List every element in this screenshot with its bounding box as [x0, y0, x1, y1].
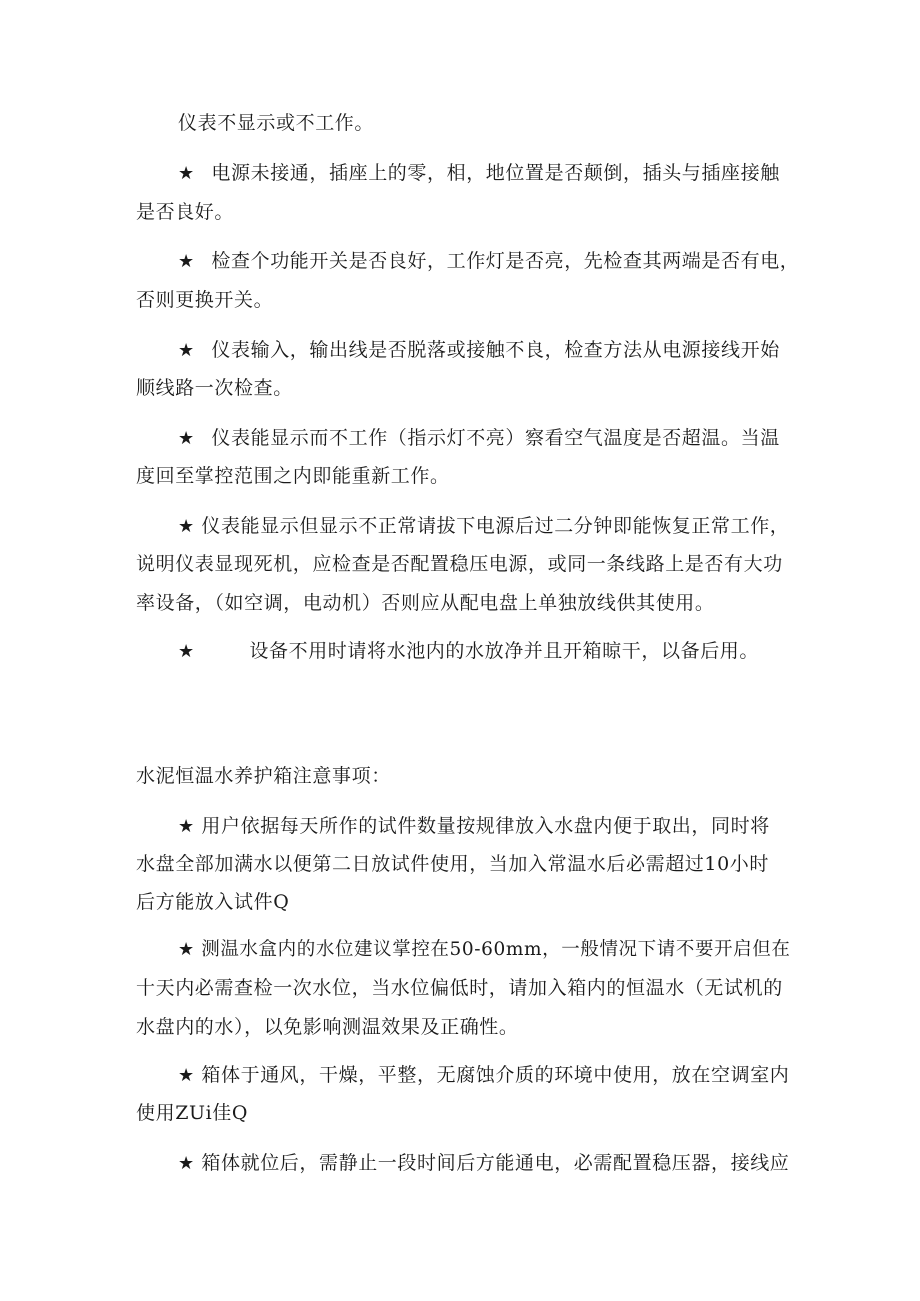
star-icon: ★	[178, 1065, 195, 1086]
paragraph-line: 率设备，（如空调，电动机）否则应从配电盘上单独放线供其使用。	[136, 592, 715, 614]
paragraph-line: 电源未接通，插座上的零，相，地位置是否颠倒，插头与插座接触	[211, 162, 780, 184]
paragraph-line: 设备不用时请将水池内的水放净并且开箱晾干，以备后用。	[249, 640, 759, 662]
list-item	[178, 813, 770, 840]
paragraph-line: 箱体于通风，干燥，平整，无腐蚀介质的环境中使用，放在空调室内	[201, 1064, 790, 1086]
list-item	[178, 425, 780, 452]
paragraph-line: 后方能放入试件Q	[136, 891, 290, 913]
paragraph-line: 箱体就位后，需静止一段时间后方能通电，必需配置稳压器，接线应	[201, 1152, 790, 1174]
paragraph-line: 水盘全部加满水以便第二日放试件使用，当加入常温水后必需超过10小时	[136, 853, 769, 875]
paragraph-line: 仪表能显示但显示不正常请拔下电源后过二分钟即能恢复正常工作，	[201, 515, 790, 537]
paragraph-line: 否则更换开关。	[136, 289, 274, 311]
paragraph-line: 水盘内的水），以免影响测温效果及正确性。	[136, 1016, 519, 1038]
paragraph-line: 顺线路一次检查。	[136, 377, 293, 399]
list-item	[178, 337, 780, 364]
paragraph-line: 测温水盒内的水位建议掌控在50-60mm，一般情况下请不要开启但在	[201, 939, 791, 960]
star-icon: ★	[178, 163, 195, 184]
list-item	[178, 513, 789, 540]
paragraph-line: 是否良好。	[136, 201, 235, 223]
list-item	[178, 638, 759, 665]
star-icon: ★	[178, 251, 195, 272]
star-icon: ★	[178, 641, 195, 662]
star-icon: ★	[178, 516, 195, 537]
paragraph-line: 检查个功能开关是否良好，工作灯是否亮，先检查其两端是否有电，	[211, 250, 800, 272]
star-icon: ★	[178, 939, 195, 960]
section-heading: 水泥恒温水养护箱注意事项：	[136, 765, 391, 787]
paragraph-line: 仪表输入，输出线是否脱落或接触不良，检查方法从电源接线开始	[211, 339, 780, 361]
list-item	[178, 248, 799, 275]
star-icon: ★	[178, 1153, 195, 1174]
list-item	[178, 1150, 789, 1177]
paragraph-line: 仪表能显示而不工作（指示灯不亮）察看空气温度是否超温。当温	[211, 427, 780, 449]
star-icon: ★	[178, 428, 195, 449]
star-icon: ★	[178, 816, 195, 837]
star-icon: ★	[178, 340, 195, 361]
paragraph-line: 使用ZUi佳Q	[136, 1102, 249, 1124]
paragraph-line: 用户依据每天所作的试件数量按规律放入水盘内便于取出，同时将	[201, 815, 770, 837]
list-item	[178, 160, 780, 187]
paragraph-line: 十天内必需查检一次水位，当水位偏低时，请加入箱内的恒温水（无试机的	[136, 977, 783, 999]
paragraph-line: 说明仪表显现死机，应检查是否配置稳压电源，或同一条线路上是否有大功	[136, 553, 783, 575]
list-item	[178, 937, 790, 963]
paragraph-line: 度回至掌控范围之内即能重新工作。	[136, 465, 450, 487]
list-item	[178, 1062, 789, 1089]
section1-intro: 仪表不显示或不工作。	[178, 112, 375, 134]
